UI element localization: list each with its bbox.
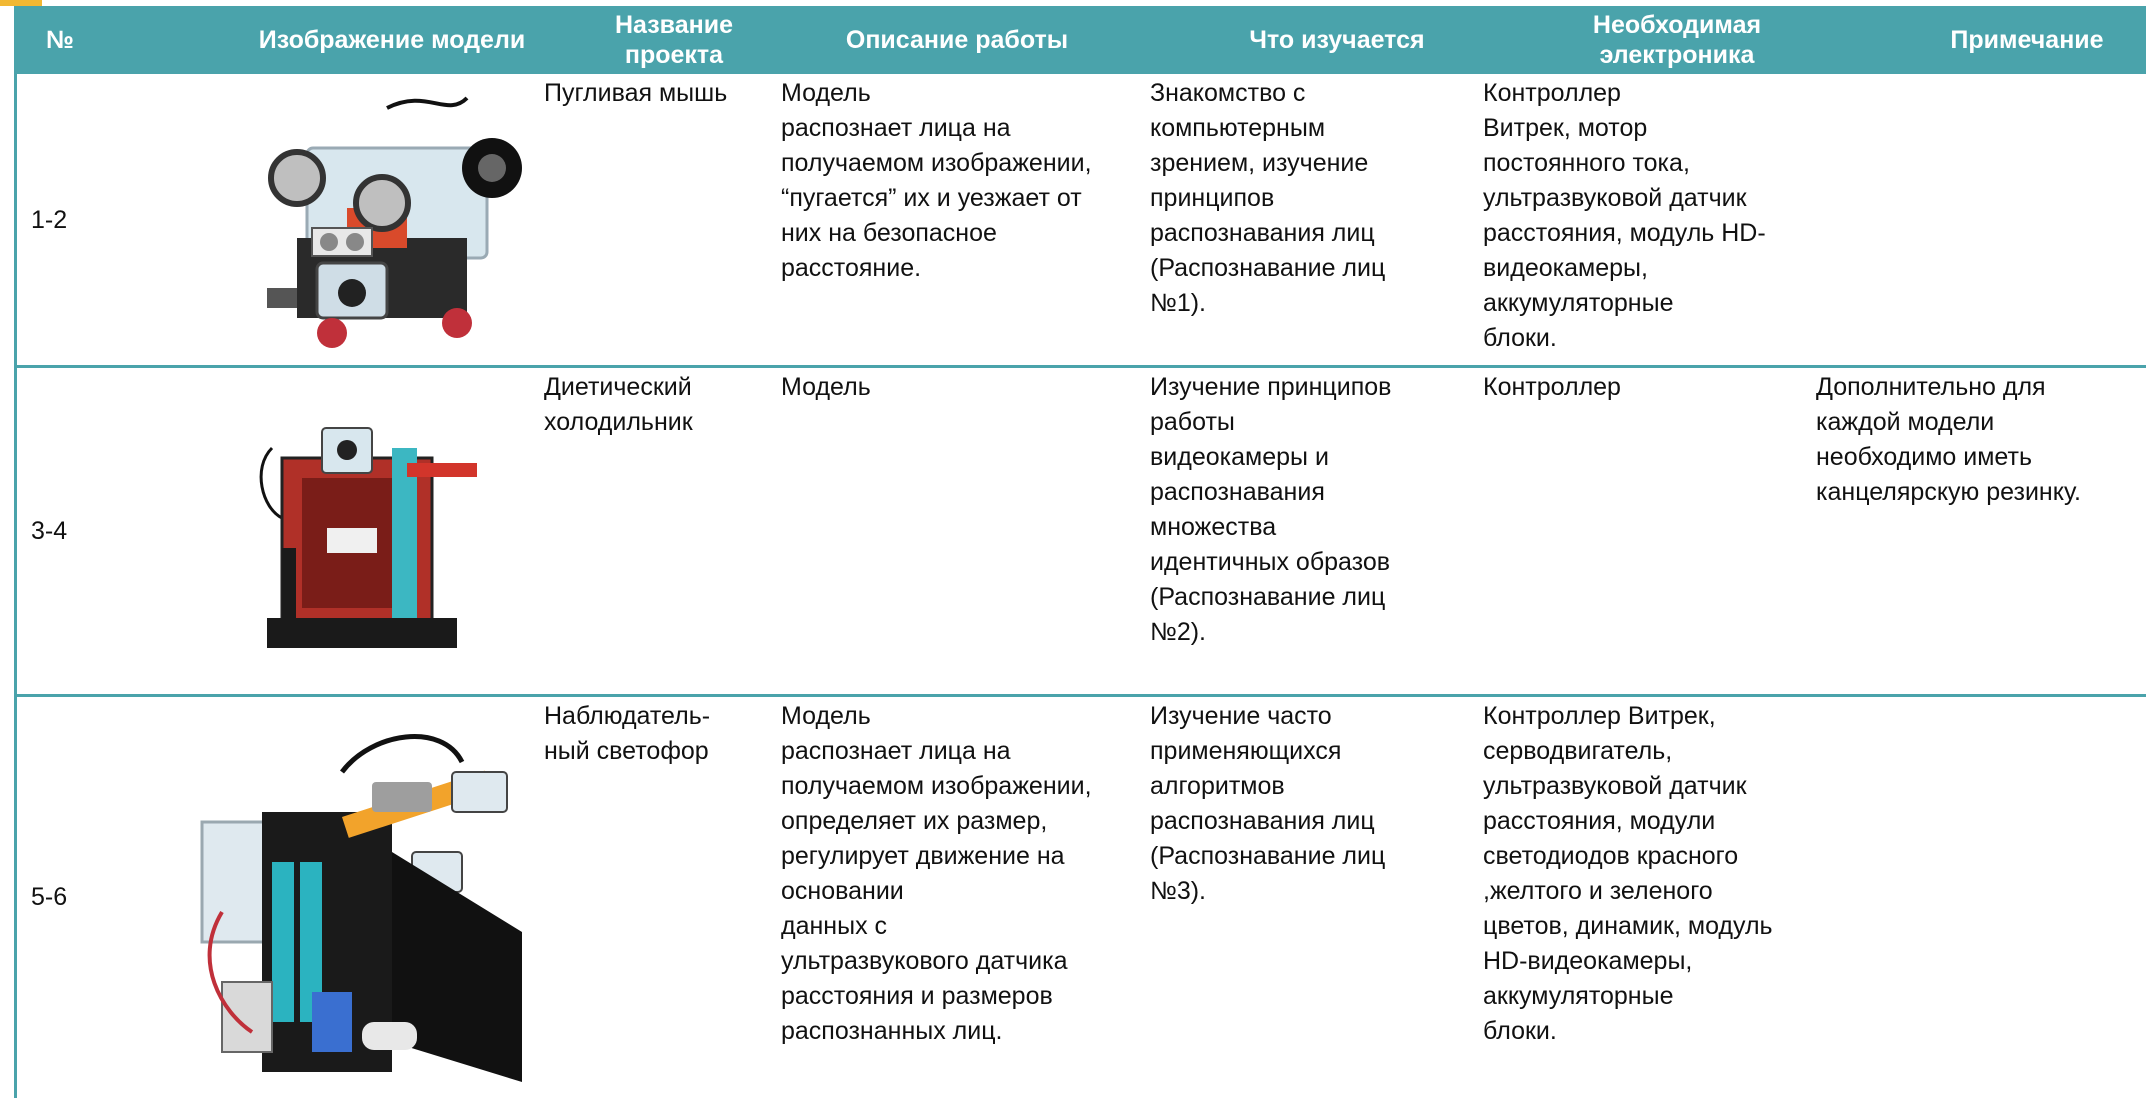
header-project-name: Название проекта — [614, 11, 733, 69]
row-number: 5-6 — [31, 883, 68, 911]
row-number: 1-2 — [31, 206, 68, 234]
table-header — [17, 6, 2146, 74]
project-description: Модель распознает лица на получаемом изображении, “пугается” их и уезжает от них на безопасное расстояние. — [781, 79, 1092, 282]
header-note: Примечание — [1950, 26, 2104, 54]
row-number: 3-4 — [31, 516, 68, 545]
project-what-studied: Изучение принципов работы видеокамеры и распознавания множества идентичных образов (Распознавание лиц №2). — [1150, 373, 1392, 646]
project-what-studied: Знакомство с компьютерным зрением, изучение принципов распознавания лиц (Распознавание лиц №1). — [1150, 79, 1386, 317]
model-image-observer-traffic-light — [192, 712, 537, 1098]
header-electronics: Необходимая электроника — [1592, 11, 1762, 69]
project-description: Модель — [781, 373, 871, 401]
project-name: Диетический холодильник — [544, 373, 693, 436]
header-what-studied: Что изучается — [1249, 26, 1425, 54]
project-description: Модель распознает лица на получаемом изображении, определяет их размер, регулирует движение на основании данных с ультразвукового датчика расстояния и размеров распознанных лиц. — [781, 702, 1092, 1045]
header-description: Описание работы — [845, 26, 1069, 54]
header-image: Изображение модели — [258, 26, 526, 54]
project-name: Наблюдатель- ный светофор — [544, 702, 711, 765]
model-image-diet-fridge — [242, 408, 502, 664]
project-electronics: Контроллер Витрек, мотор постоянного тока, ультразвуковой датчик расстояния, модуль HD- видеокамеры, аккумуляторные блоки. — [1483, 79, 1766, 352]
table-row-1 — [17, 74, 2146, 367]
projects-table — [14, 6, 2146, 1098]
project-electronics: Контроллер — [1483, 373, 1621, 401]
project-electronics: Контроллер Витрек, серводвигатель, ультразвуковой датчик расстояния, модули светодиодов красного ,желтого и зеленого цветов, динамик, модуль HD-видеокамеры, аккумуляторные блоки. — [1483, 702, 1773, 1045]
project-note: Дополнительно для каждой модели необходимо иметь канцелярскую резинку. — [1816, 373, 2081, 506]
table-row-2 — [17, 368, 2146, 694]
model-image-scared-mouse — [237, 88, 547, 358]
project-name: Пугливая мышь — [544, 79, 728, 107]
table-row-3 — [17, 697, 2146, 1098]
corner-accent-tab — [0, 0, 42, 6]
header-number: № — [46, 26, 74, 54]
project-what-studied: Изучение часто применяющихся алгоритмов распознавания лиц (Распознавание лиц №3). — [1150, 702, 1386, 905]
